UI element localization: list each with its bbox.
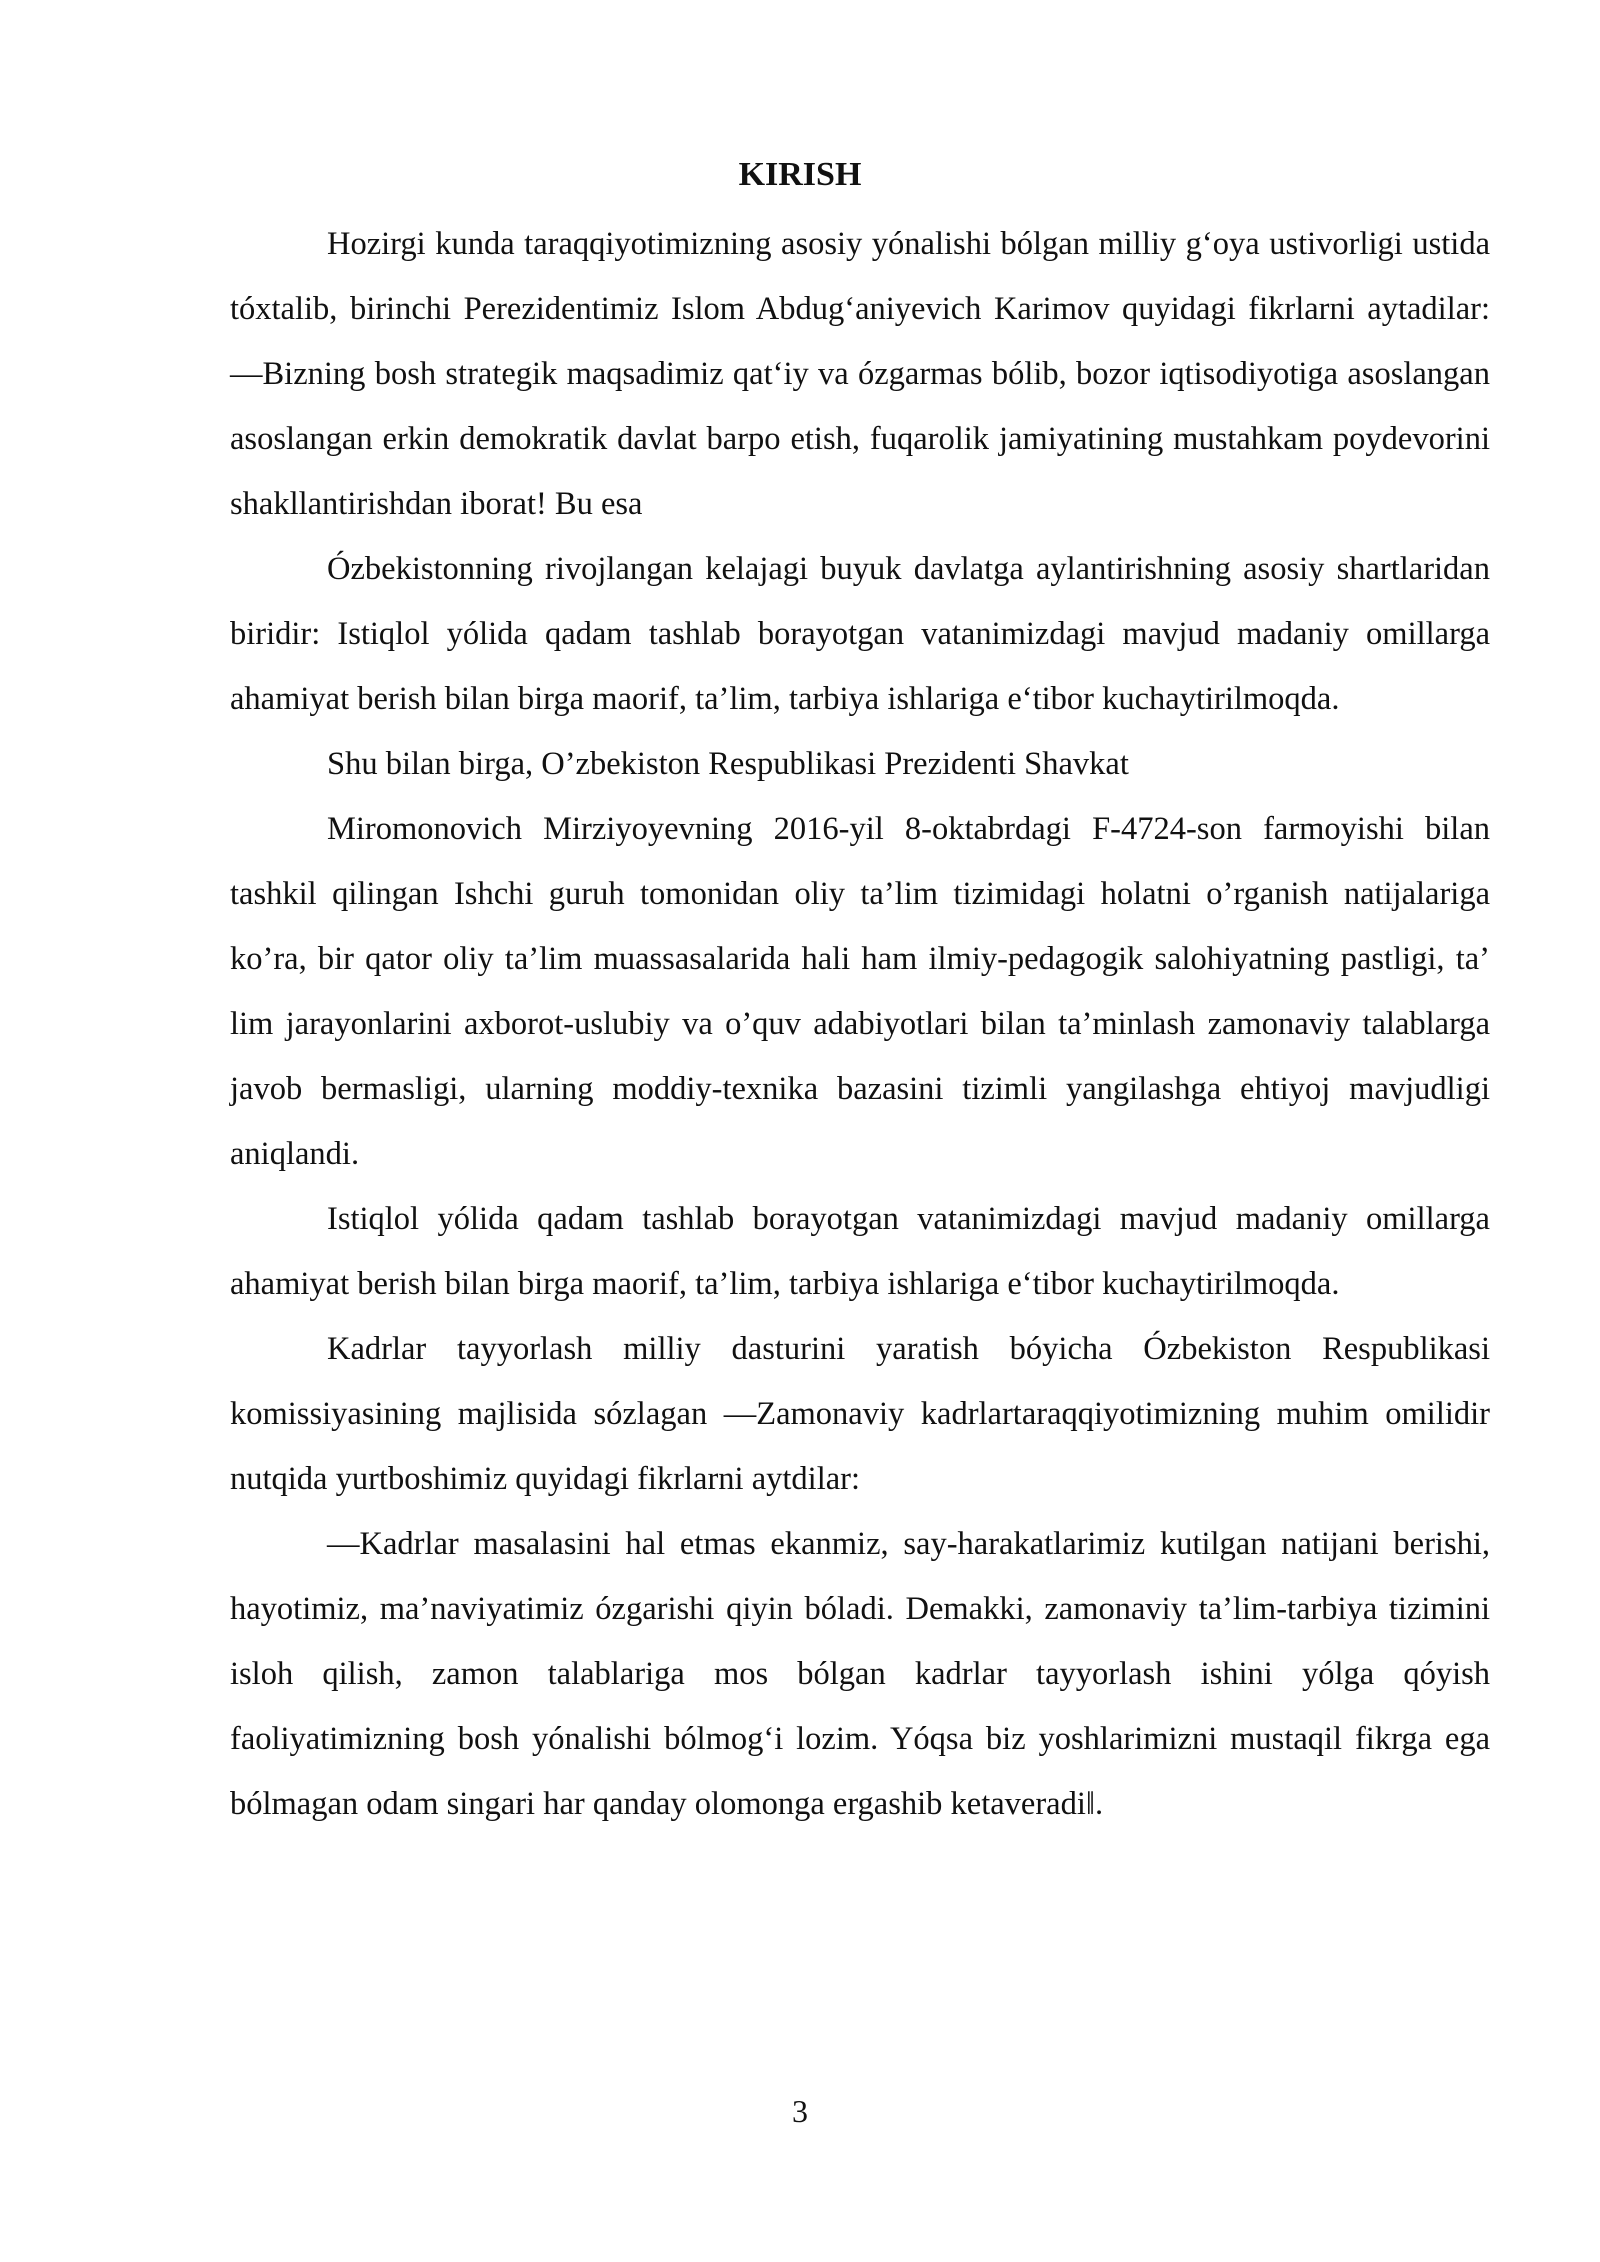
paragraph-cadre-quote: ―Kadrlar masalasini hal etmas ekanmiz, say-harakatlarimiz kutilgan natijani berishi, hayotimiz, ma’naviyatimiz ózgarishi qiyin bóladi. Demakki, zamonaviy ta’lim-tarbiya tizimini isloh qilish, zamon talablariga mos bólgan kadrlar tayyorlash ishini yólga qóyish faoliyatimizning bosh yónalishi bólmog‘i lozim. Yóqsa biz yoshlarimizni mustaqil fikrga ega bólmagan odam singari har qanday olomonga ergashib ketaveradi‖. xyxy=(230,1526,1490,1822)
body-text xyxy=(230,212,1490,1837)
paragraph-shavkat-intro: Shu bilan birga, O’zbekiston Respublikasi Prezidenti Shavkat xyxy=(327,746,1129,782)
paragraph-istiqlol: Istiqlol yólida qadam tashlab borayotgan vatanimizdagi mavjud madaniy omillarga ahamiyat berish bilan birga maorif, ta’lim, tarbiya ishlariga e‘tibor kuchaytirilmoqda. xyxy=(230,1201,1490,1302)
page-title: KIRISH xyxy=(738,156,862,193)
paragraph-cadre-program: Kadrlar tayyorlash milliy dasturini yaratish bóyicha Ózbekiston Respublikasi komissiyasining majlisida sózlagan ―Zamonaviy kadrlartaraqqiyotimizning muhim omilidir nutqida yurtboshimiz quyidagi fikrlarni aytdilar: xyxy=(230,1331,1490,1497)
paragraph-decree: Miromonovich Mirziyoyevning 2016-yil 8-oktabrdagi F-4724-son farmoyishi bilan tashkil qilingan Ishchi guruh tomonidan oliy ta’lim tizimidagi holatni o’rganish natijalariga ko’ra, bir qator oliy ta’lim muassasalarida hali ham ilmiy-pedagogik salohiyatning pastligi, ta’ lim jarayonlarini axborot-uslubiy va o’quv adabiyotlari bilan ta’minlash zamonaviy talablarga javob bermasligi, ularning moddiy-texnika bazasini tizimli yangilashga ehtiyoj mavjudligi aniqlandi. xyxy=(230,811,1490,1172)
paragraph-uzbekistan-future: Ózbekistonning rivojlangan kelajagi buyuk davlatga aylantirishning asosiy shartlaridan biridir: Istiqlol yólida qadam tashlab borayotgan vatanimizdagi mavjud madaniy omillarga ahamiyat berish bilan birga maorif, ta’lim, tarbiya ishlariga e‘tibor kuchaytirilmoqda. xyxy=(230,551,1490,717)
paragraph-intro-quote: Hozirgi kunda taraqqiyotimizning asosiy yónalishi bólgan milliy g‘oya ustivorligi ustida tóxtalib, birinchi Perezidentimiz Islom Abdug‘aniyevich Karimov quyidagi fikrlarni aytadilar: ―Bizning bosh strategik maqsadimiz qat‘iy va ózgarmas bólib, bozor iqtisodiyotiga asoslangan asoslangan erkin demokratik davlat barpo etish, fuqarolik jamiyatining mustahkam poydevorini shakllantirishdan iborat! Bu esa xyxy=(230,226,1490,522)
page-number: 3 xyxy=(792,2093,808,2129)
